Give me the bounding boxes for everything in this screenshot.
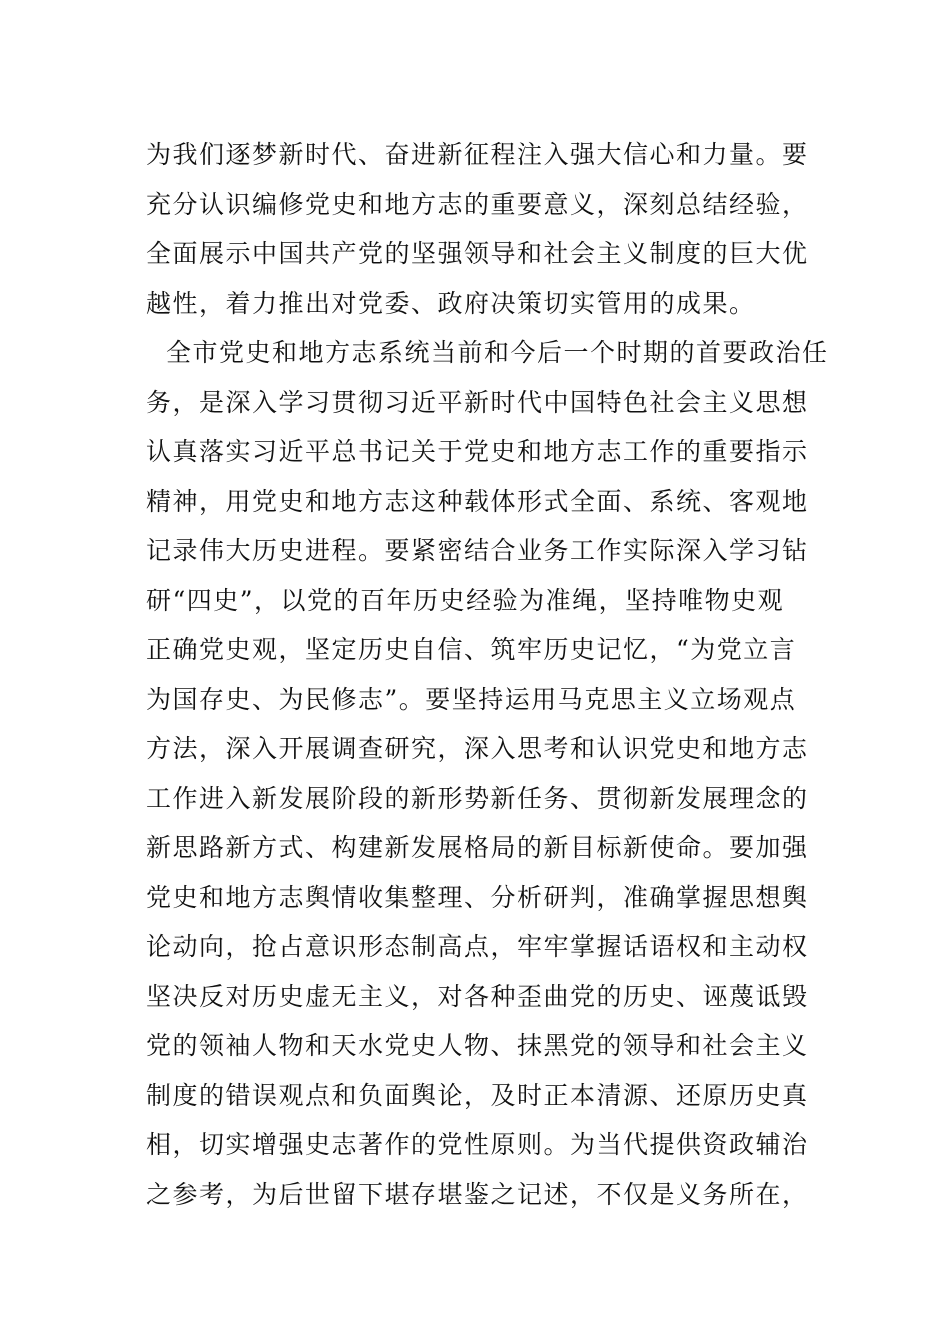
- text-line: 研“四史”，以党的百年历史经验为准绳，坚持唯物史观: [146, 585, 785, 615]
- text-line: 精神，用党史和地方志这种载体形式全面、系统、客观地: [146, 486, 809, 516]
- text-line: 充分认识编修党史和地方志的重要意义，深刻总结经验，: [146, 189, 809, 219]
- text-line: 为国存史、为民修志”。要坚持运用马克思主义立场观点: [146, 684, 797, 714]
- text-line: 正确党史观，坚定历史自信、筑牢历史记忆，“为党立言: [146, 635, 797, 664]
- text-line: 制度的错误观点和负面舆论，及时正本清源、还原历史真: [146, 1080, 809, 1110]
- text-line: 党史和地方志舆情收集整理、分析研判，准确掌握思想舆: [146, 882, 809, 912]
- text-line: 工作进入新发展阶段的新形势新任务、贯彻新发展理念的: [146, 783, 809, 813]
- text-line: 新思路新方式、构建新发展格局的新目标新使命。要加强: [146, 833, 809, 862]
- text-line: 越性，着力推出对党委、政府决策切实管用的成果。: [146, 288, 756, 318]
- text-line: 论动向，抢占意识形态制高点，牢牢掌握话语权和主动权: [146, 932, 809, 961]
- text-line: 务，是深入学习贯彻习近平新时代中国特色社会主义思想: [146, 387, 809, 417]
- text-line: 记录伟大历史进程。要紧密结合业务工作实际深入学习钻: [146, 536, 809, 565]
- paragraph-first-line: 全市党史和地方志系统当前和今后一个时期的首要政治任: [166, 338, 829, 367]
- text-line: 全面展示中国共产党的坚强领导和社会主义制度的巨大优: [146, 239, 809, 268]
- text-line: 之参考，为后世留下堪存堪鉴之记述，不仅是义务所在，: [146, 1179, 809, 1209]
- text-line: 为我们逐梦新时代、奋进新征程注入强大信心和力量。要: [146, 140, 809, 169]
- body-text: [146, 130, 829, 1219]
- text-line: 相，切实增强史志著作的党性原则。为当代提供资政辅治: [146, 1130, 809, 1159]
- text-line: 党的领袖人物和天水党史人物、抹黑党的领导和社会主义: [146, 1031, 809, 1060]
- text-line: 坚决反对历史虚无主义，对各种歪曲党的历史、诬蔑诋毁: [146, 981, 809, 1011]
- text-line: 认真落实习近平总书记关于党史和地方志工作的重要指示: [146, 437, 809, 466]
- text-line: 方法，深入开展调查研究，深入思考和认识党史和地方志: [146, 734, 809, 763]
